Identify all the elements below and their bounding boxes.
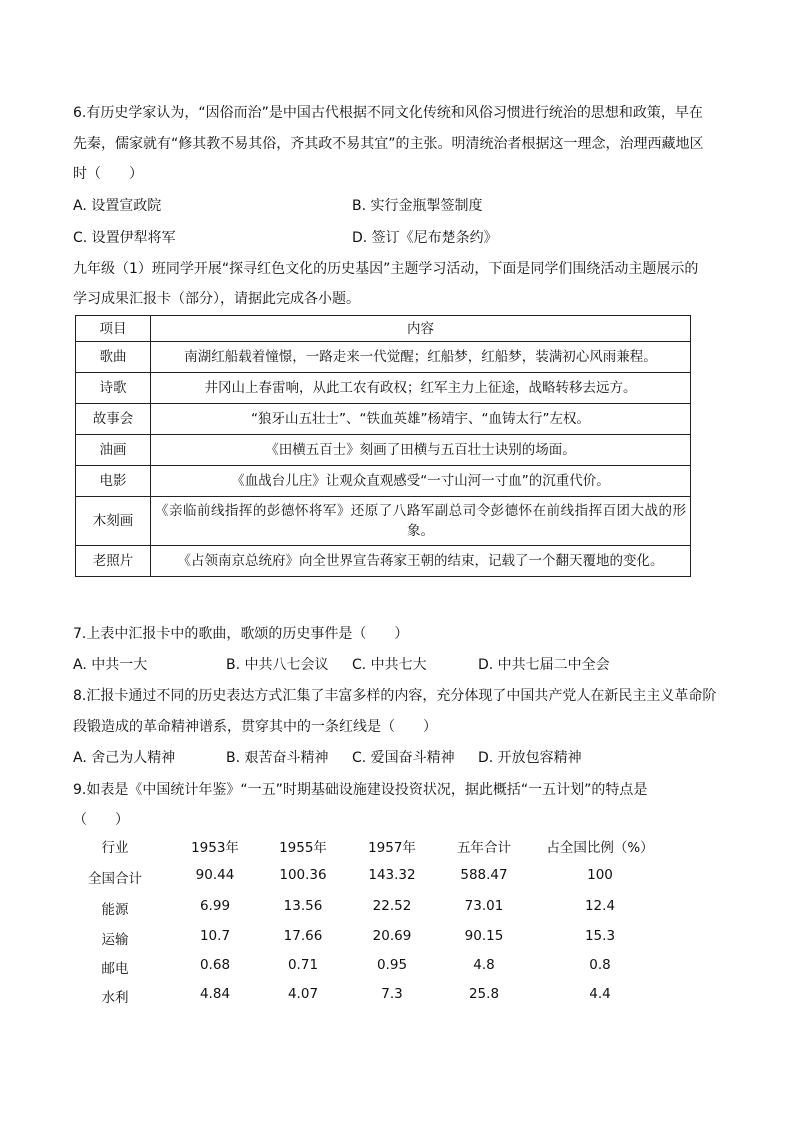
q6-option-a: A. 设置宣政院 bbox=[73, 198, 162, 214]
table-row bbox=[76, 435, 691, 466]
q8-option-b: B. 艰苦奋斗精神 bbox=[226, 750, 329, 766]
row-content: 《田横五百士》刻画了田横与五百壮士诀别的场面。 bbox=[151, 435, 691, 466]
stats-cell: 73.01 bbox=[464, 898, 504, 914]
q7-option-a: A. 中共一大 bbox=[73, 657, 148, 673]
header-content: 内容 bbox=[151, 316, 691, 342]
table-row bbox=[76, 373, 691, 404]
q7-option-b: B. 中共八七会议 bbox=[226, 657, 329, 673]
stats-cell: 6.99 bbox=[199, 898, 231, 914]
intro-line-2: 学习成果汇报卡（部分），请据此完成各小题。 bbox=[73, 291, 360, 307]
row-item: 电影 bbox=[76, 466, 151, 497]
stats-cell: 588.47 bbox=[460, 867, 508, 883]
stats-cell: 10.7 bbox=[199, 928, 231, 944]
header-item: 项目 bbox=[76, 316, 151, 342]
q6-stem-line-2: 先秦，儒家就有“修其教不易其俗，齐其政不易其宜”的主张。明清统治者根据这一理念，治理西藏地区 bbox=[73, 136, 704, 152]
stats-cell: 4.8 bbox=[473, 957, 495, 973]
table-header-row bbox=[76, 316, 691, 342]
q9-stem-line-1: 9.如表是《中国统计年鉴》“一五”时期基础设施建设投资状况，据此概括“一五计划”的特点是 bbox=[73, 782, 648, 798]
q8-stem-line-1: 8.汇报卡通过不同的历史表达方式汇集了丰富多样的内容，充分体现了中国共产党人在新民主主义革命阶 bbox=[73, 688, 717, 704]
stats-cell: 100 bbox=[587, 867, 613, 883]
stats-cell: 4.4 bbox=[589, 986, 611, 1002]
stats-cell: 0.68 bbox=[199, 957, 231, 973]
row-content: 《亲临前线指挥的彭德怀将军》还原了八路军副总司令彭德怀在前线指挥百团大战的形象。 bbox=[151, 497, 691, 546]
row-content: “狼牙山五壮士”、“铁血英雄”杨靖宇、“血铸太行”左权。 bbox=[151, 404, 691, 435]
row-item: 木刻画 bbox=[76, 497, 151, 546]
table-row bbox=[76, 342, 691, 373]
stats-cell: 全国合计 bbox=[88, 871, 142, 887]
row-content: 井冈山上春雷响，从此工农有政权；红军主力上征途，战略转移去远方。 bbox=[151, 373, 691, 404]
stats-cell: 25.8 bbox=[468, 986, 500, 1002]
row-content: 《占领南京总统府》向全世界宣告蒋家王朝的结束，记载了一个翻天覆地的变化。 bbox=[151, 546, 691, 577]
stats-cell: 4.84 bbox=[199, 986, 231, 1002]
q6-option-b: B. 实行金瓶掣签制度 bbox=[352, 198, 483, 214]
table-row bbox=[76, 497, 691, 546]
stats-header: 1953年 bbox=[191, 840, 239, 856]
stats-cell: 90.44 bbox=[195, 867, 235, 883]
q8-stem-line-2: 段锻造成的革命精神谱系，贯穿其中的一条红线是（ ） bbox=[73, 719, 437, 735]
stats-header: 占全国比例（%） bbox=[546, 840, 654, 856]
stats-cell: 水利 bbox=[101, 990, 129, 1006]
q6-option-d: D. 签订《尼布楚条约》 bbox=[352, 230, 498, 246]
stats-header: 行业 bbox=[101, 840, 129, 856]
stats-cell: 90.15 bbox=[464, 928, 504, 944]
stats-cell: 100.36 bbox=[279, 867, 327, 883]
stats-cell: 0.8 bbox=[589, 957, 611, 973]
row-item: 故事会 bbox=[76, 404, 151, 435]
stats-header: 1955年 bbox=[279, 840, 327, 856]
row-item: 油画 bbox=[76, 435, 151, 466]
stats-header: 1957年 bbox=[368, 840, 416, 856]
q8-option-d: D. 开放包容精神 bbox=[478, 750, 582, 766]
stats-cell: 4.07 bbox=[287, 986, 319, 1002]
stats-cell: 20.69 bbox=[372, 928, 412, 944]
q6-stem-line-1: 6.有历史学家认为，“因俗而治”是中国古代根据不同文化传统和风俗习惯进行统治的思想和政策，早在 bbox=[73, 105, 703, 121]
stats-cell: 22.52 bbox=[372, 898, 412, 914]
stats-header: 五年合计 bbox=[457, 840, 511, 856]
row-content: 南湖红船载着憧憬，一路走来一代觉醒；红船梦，红船梦，装满初心风雨兼程。 bbox=[151, 342, 691, 373]
stats-cell: 13.56 bbox=[283, 898, 323, 914]
q9-stem-line-2: （ ） bbox=[73, 812, 129, 828]
q6-option-c: C. 设置伊犁将军 bbox=[73, 230, 176, 246]
row-item: 老照片 bbox=[76, 546, 151, 577]
stats-cell: 12.4 bbox=[584, 898, 616, 914]
stats-cell: 15.3 bbox=[584, 928, 616, 944]
stats-cell: 0.71 bbox=[287, 957, 319, 973]
row-item: 歌曲 bbox=[76, 342, 151, 373]
q8-option-c: C. 爱国奋斗精神 bbox=[352, 750, 455, 766]
table-row bbox=[76, 466, 691, 497]
row-item: 诗歌 bbox=[76, 373, 151, 404]
table-row bbox=[76, 546, 691, 577]
intro-line-1: 九年级（1）班同学开展“探寻红色文化的历史基因”主题学习活动，下面是同学们围绕活动主题展示的 bbox=[73, 261, 699, 277]
row-content: 《血战台儿庄》让观众直观感受“一寸山河一寸血”的沉重代价。 bbox=[151, 466, 691, 497]
report-card-table bbox=[75, 315, 691, 577]
stats-cell: 143.32 bbox=[368, 867, 416, 883]
stats-cell: 7.3 bbox=[381, 986, 403, 1002]
q7-stem: 7.上表中汇报卡中的歌曲，歌颂的历史事件是（ ） bbox=[73, 626, 409, 642]
stats-cell: 能源 bbox=[101, 902, 129, 918]
stats-cell: 17.66 bbox=[283, 928, 323, 944]
stats-cell: 运输 bbox=[101, 932, 129, 948]
q8-option-a: A. 舍己为人精神 bbox=[73, 750, 176, 766]
q7-option-c: C. 中共七大 bbox=[352, 657, 427, 673]
table-row bbox=[76, 404, 691, 435]
q7-option-d: D. 中共七届二中全会 bbox=[478, 657, 610, 673]
q6-stem-line-3: 时（ ） bbox=[73, 166, 143, 182]
stats-cell: 邮电 bbox=[101, 961, 129, 977]
stats-cell: 0.95 bbox=[376, 957, 408, 973]
